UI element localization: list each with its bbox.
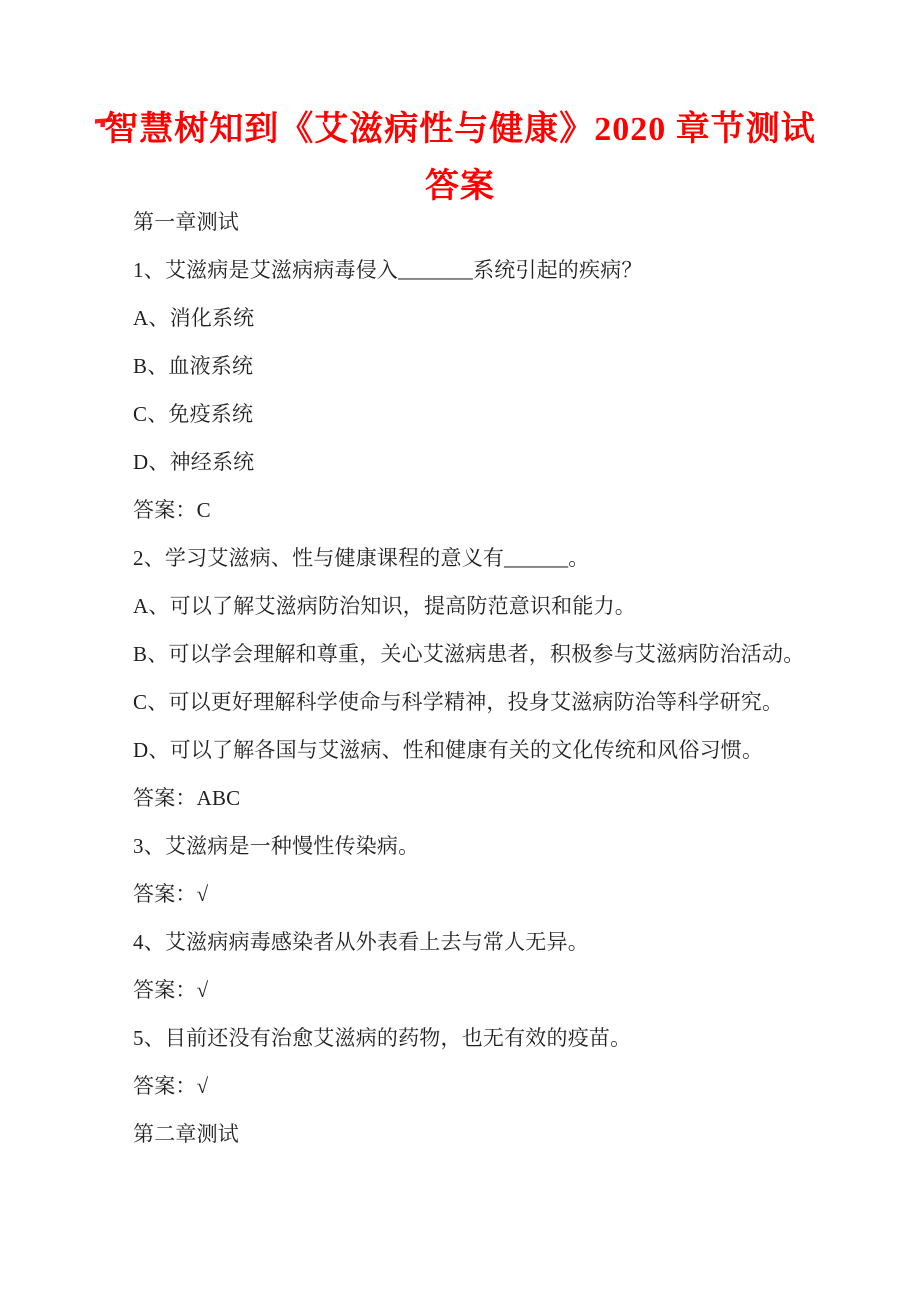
question-1-option-c: C、免疫系统 — [133, 402, 254, 426]
title-line-1: 智慧树知到《艾滋病性与健康》2020 章节测试 — [104, 111, 816, 148]
question-2-answer: 答案：ABC — [133, 786, 241, 810]
question-2: 2、学习艾滋病、性与健康课程的意义有______。 — [133, 546, 590, 570]
question-1-answer: 答案：C — [133, 498, 211, 522]
chapter-2-heading: 第二章测试 — [133, 1122, 239, 1146]
question-2-option-d: D、可以了解各国与艾滋病、性和健康有关的文化传统和风俗习惯。 — [133, 738, 764, 762]
question-3-answer: 答案：√ — [133, 882, 209, 906]
question-5: 5、目前还没有治愈艾滋病的药物，也无有效的疫苗。 — [133, 1026, 632, 1050]
document-title — [0, 101, 920, 215]
question-3: 3、艾滋病是一种慢性传染病。 — [133, 834, 420, 858]
question-2-option-a: A、可以了解艾滋病防治知识，提高防范意识和能力。 — [133, 594, 636, 618]
chapter-1-heading: 第一章测试 — [133, 210, 239, 234]
title-line-2: 答案 — [425, 168, 495, 205]
question-1-option-b: B、血液系统 — [133, 354, 254, 378]
question-2-option-c: C、可以更好理解科学使命与科学精神，投身艾滋病防治等科学研究。 — [133, 690, 784, 714]
question-1-option-a: A、消化系统 — [133, 306, 255, 330]
question-4-answer: 答案：√ — [133, 978, 209, 1002]
question-5-answer: 答案：√ — [133, 1074, 209, 1098]
question-1-option-d: D、神经系统 — [133, 450, 255, 474]
question-4: 4、艾滋病病毒感染者从外表看上去与常人无异。 — [133, 930, 589, 954]
question-2-option-b: B、可以学会理解和尊重，关心艾滋病患者，积极参与艾滋病防治活动。 — [133, 642, 805, 666]
question-1: 1、艾滋病是艾滋病病毒侵入_______系统引起的疾病？ — [133, 258, 643, 282]
